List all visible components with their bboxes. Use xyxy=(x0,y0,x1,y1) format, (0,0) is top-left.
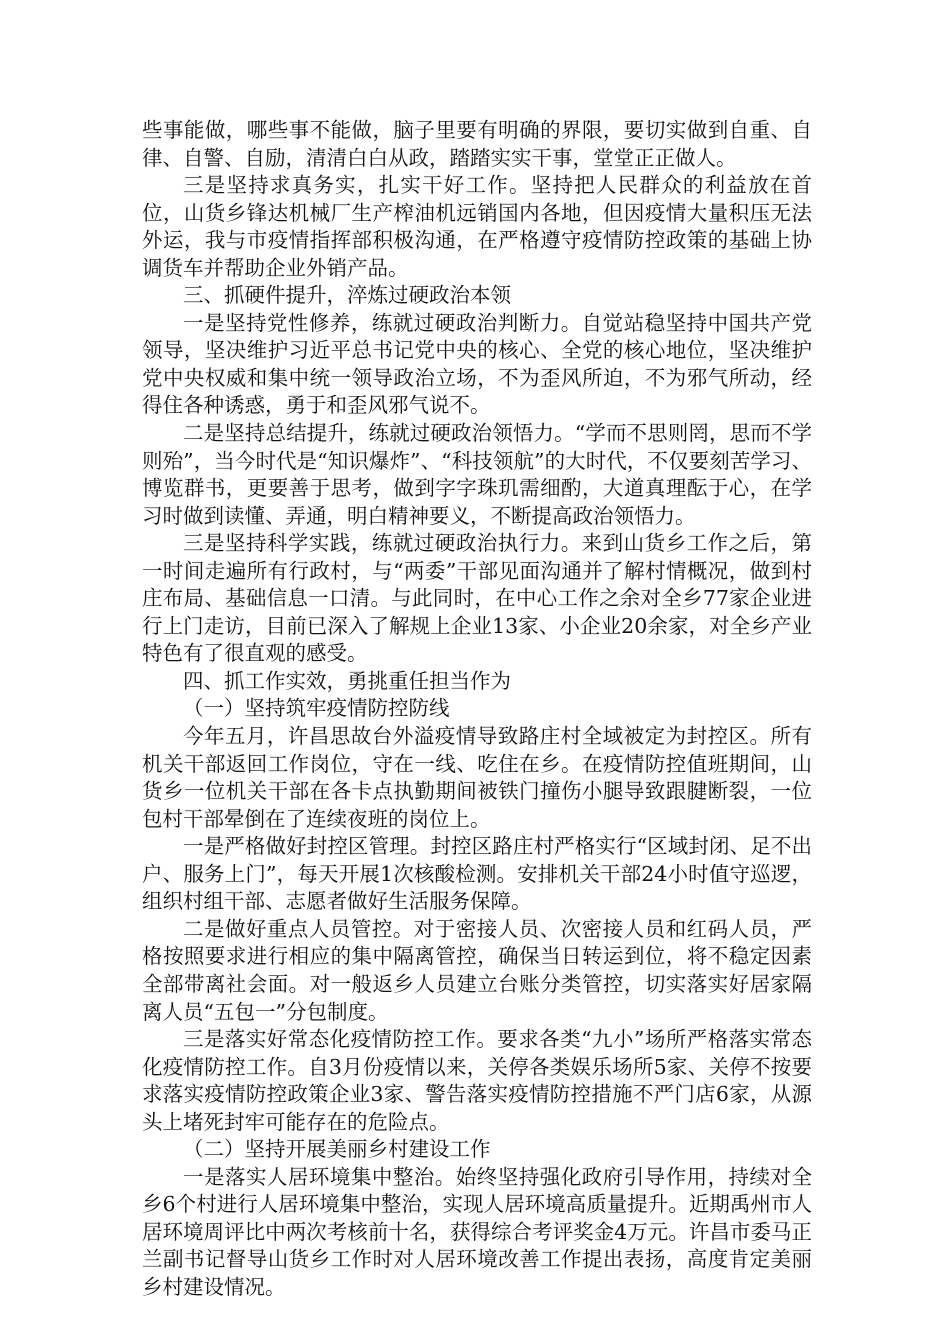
paragraph-5: 二是坚持总结提升，练就过硬政治领悟力。“学而不思则罔，思而不学则殆”，当今时代是“知识爆炸”、“科技领航”的大时代，不仅要刻苦学习、博览群书，更要善于思考，做到字字珠玑需细酌，大道真理酝于心，在学习时做到读懂、弄通，明白精神要义，不断提高政治领悟力。 xyxy=(142,421,812,528)
paragraph-10: 一是严格做好封控区管理。封控区路庄村严格实行“区域封闭、足不出户、服务上门”，每天开展1次核酸检测。安排机关干部24小时值守巡逻，组织村组干部、志愿者做好生活服务保障。 xyxy=(142,834,812,914)
section-heading-3: 三、抓硬件提升，淬炼过硬政治本领 xyxy=(183,283,511,308)
paragraph-1: 些事能做，哪些事不能做，脑子里要有明确的界限，要切实做到自重、自律、自警、自励，清清白白从政，踏踏实实干事，堂堂正正做人。 xyxy=(142,118,812,170)
paragraph-14: 一是落实人居环境集中整治。始终坚持强化政府引导作用，持续对全乡6个村进行人居环境集中整治，实现人居环境高质量提升。近期禹州市人居环境周评比中两次考核前十名，获得综合考评奖金4万元。许昌市委马正兰副书记督导山货乡工作时对人居环境改善工作提出表扬，高度肯定美丽乡村建设情况。 xyxy=(142,1164,812,1299)
paragraph-6: 三是坚持科学实践，练就过硬政治执行力。来到山货乡工作之后，第一时间走遍所有行政村，与“两委”干部见面沟通并了解村情概况，做到村庄布局、基础信息一口清。与此同时，在中心工作之余对全乡77家企业进行上门走访，目前已深入了解规上企业13家、小企业20余家，对全乡产业特色有了很直观的感受。 xyxy=(142,531,812,666)
paragraph-11: 二是做好重点人员管控。对于密接人员、次密接人员和红码人员，严格按照要求进行相应的集中隔离管控，确保当日转运到位，将不稳定因素全部带离社会面。对一般返乡人员建立台账分类管控，切实落实好居家隔离人员“五包一”分包制度。 xyxy=(142,916,812,1024)
subsection-heading-2: （二）坚持开展美丽乡村建设工作 xyxy=(183,1137,491,1162)
paragraph-9: 今年五月，许昌思故台外溢疫情导致路庄村全域被定为封控区。所有机关干部返回工作岗位，守在一线、吃住在乡。在疫情防控值班期间，山货乡一位机关干部在各卡点执勤期间被铁门撞伤小腿导致跟腱断裂，一位包村干部晕倒在了连续夜班的岗位上。 xyxy=(142,724,812,831)
subsection-heading-1: （一）坚持筑牢疫情防控防线 xyxy=(183,696,450,721)
section-heading-4: 四、抓工作实效，勇挑重任担当作为 xyxy=(183,668,511,693)
document-body xyxy=(142,117,812,1302)
paragraph-4: 一是坚持党性修养，练就过硬政治判断力。自觉站稳坚持中国共产党领导，坚决维护习近平总书记党中央的核心、全党的核心地位，坚决维护党中央权威和集中统一领导政治立场，不为歪风所迫，不为邪气所动，经得住各种诱惑，勇于和歪风邪气说不。 xyxy=(142,310,812,418)
paragraph-2: 三是坚持求真务实，扎实干好工作。坚持把人民群众的利益放在首位，山货乡锋达机械厂生产榨油机远销国内各地，但因疫情大量积压无法外运，我与市疫情指挥部积极沟通，在严格遵守疫情防控政策的基础上协调货车并帮助企业外销产品。 xyxy=(142,173,812,280)
paragraph-12: 三是落实好常态化疫情防控工作。要求各类“九小”场所严格落实常态化疫情防控工作。自3月份疫情以来，关停各类娱乐场所5家、关停不按要求落实疫情防控政策企业3家、警告落实疫情防控措施不严门店6家，从源头上堵死封牢可能存在的危险点。 xyxy=(142,1027,812,1134)
